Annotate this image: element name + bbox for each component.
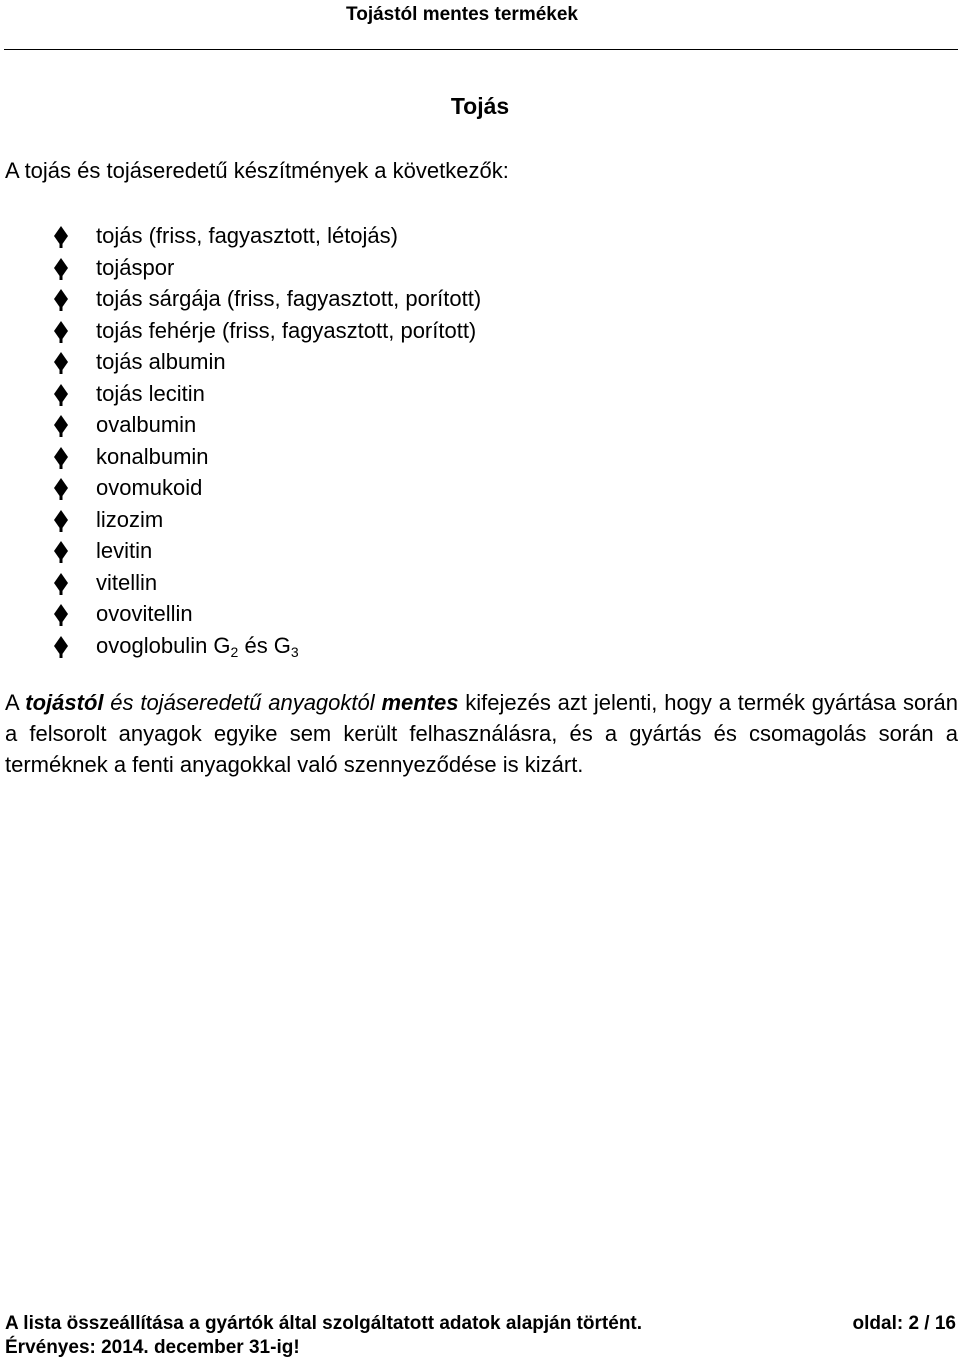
desc-part-5: kifejezés azt jelenti, hogy a termék gyártása során a felsorolt anyagok egyike sem került felhasználásra, és a gyártás és csomagolás során a terméknek a fenti anyagokkal való szennyeződése is kizárt. <box>5 690 958 777</box>
diamond-bullet-icon <box>53 321 69 343</box>
list-item <box>0 600 481 632</box>
list-item <box>0 348 481 380</box>
diamond-bullet-icon <box>53 510 69 532</box>
list-item-ovoglobulin <box>0 632 481 664</box>
list-item <box>0 411 481 443</box>
diamond-bullet-icon <box>53 636 69 658</box>
footer-source-line <box>5 1313 958 1335</box>
list-item-label: tojás lecitin <box>96 380 205 406</box>
list-item <box>0 317 481 349</box>
diamond-bullet-icon <box>53 289 69 311</box>
list-item-label: lizozim <box>96 506 164 532</box>
desc-term-mentes: mentes <box>381 690 459 715</box>
desc-part-1: A <box>5 690 26 715</box>
list-item-label: tojás (friss, fagyasztott, létojás) <box>96 223 398 248</box>
diamond-bullet-icon <box>53 541 69 563</box>
subscript-2: 2 <box>230 643 239 660</box>
ovoglobulin-middle: és G <box>238 632 291 658</box>
diamond-bullet-icon <box>53 604 69 626</box>
definition-paragraph <box>5 687 958 780</box>
diamond-bullet-icon <box>53 415 69 437</box>
list-item <box>0 254 481 286</box>
list-item-label: tojás fehérje (friss, fagyasztott, porított) <box>96 317 477 343</box>
diamond-bullet-icon <box>53 352 69 374</box>
list-item <box>0 474 481 506</box>
list-item-label: tojás sárgája (friss, fagyasztott, porított) <box>96 286 482 311</box>
footer-validity: Érvényes: 2014. december 31-ig! <box>5 1337 300 1358</box>
list-item-label: tojás albumin <box>96 349 226 374</box>
page-number: oldal: 2 / 16 <box>852 1313 956 1334</box>
list-item-label: ovalbumin <box>96 412 197 437</box>
ovoglobulin-prefix: ovoglobulin G <box>96 632 231 658</box>
list-item <box>0 443 481 475</box>
desc-term-anyagoktol: és tojáseredetű anyagoktól <box>103 690 382 715</box>
header-divider <box>4 49 958 50</box>
list-item-label: vitellin <box>96 569 158 595</box>
running-header-title: Tojástól mentes termékek <box>346 4 578 25</box>
footer-source-note: A lista összeállítása a gyártók által szolgáltatott adatok alapján történt. <box>5 1313 643 1334</box>
list-item-label <box>96 633 299 658</box>
desc-term-tojastol: tojástól <box>25 690 104 715</box>
list-item <box>0 537 481 569</box>
list-item-label: konalbumin <box>96 443 209 469</box>
diamond-bullet-icon <box>53 384 69 406</box>
list-item <box>0 569 481 601</box>
subscript-3: 3 <box>290 643 299 660</box>
list-item <box>0 506 481 538</box>
intro-text: A tojás és tojáseredetű készítmények a következők: <box>5 158 509 183</box>
list-item-label: tojáspor <box>96 254 175 280</box>
list-item-label: levitin <box>96 538 153 563</box>
list-item <box>0 285 481 317</box>
diamond-bullet-icon <box>53 573 69 595</box>
list-item-label: ovomukoid <box>96 475 203 500</box>
list-item-label: ovovitellin <box>96 601 193 626</box>
diamond-bullet-icon <box>53 226 69 248</box>
section-title: Tojás <box>450 93 510 119</box>
diamond-bullet-icon <box>53 258 69 280</box>
list-item <box>0 380 481 412</box>
list-item <box>0 222 481 254</box>
diamond-bullet-icon <box>53 478 69 500</box>
ingredient-list <box>0 222 481 663</box>
diamond-bullet-icon <box>53 447 69 469</box>
